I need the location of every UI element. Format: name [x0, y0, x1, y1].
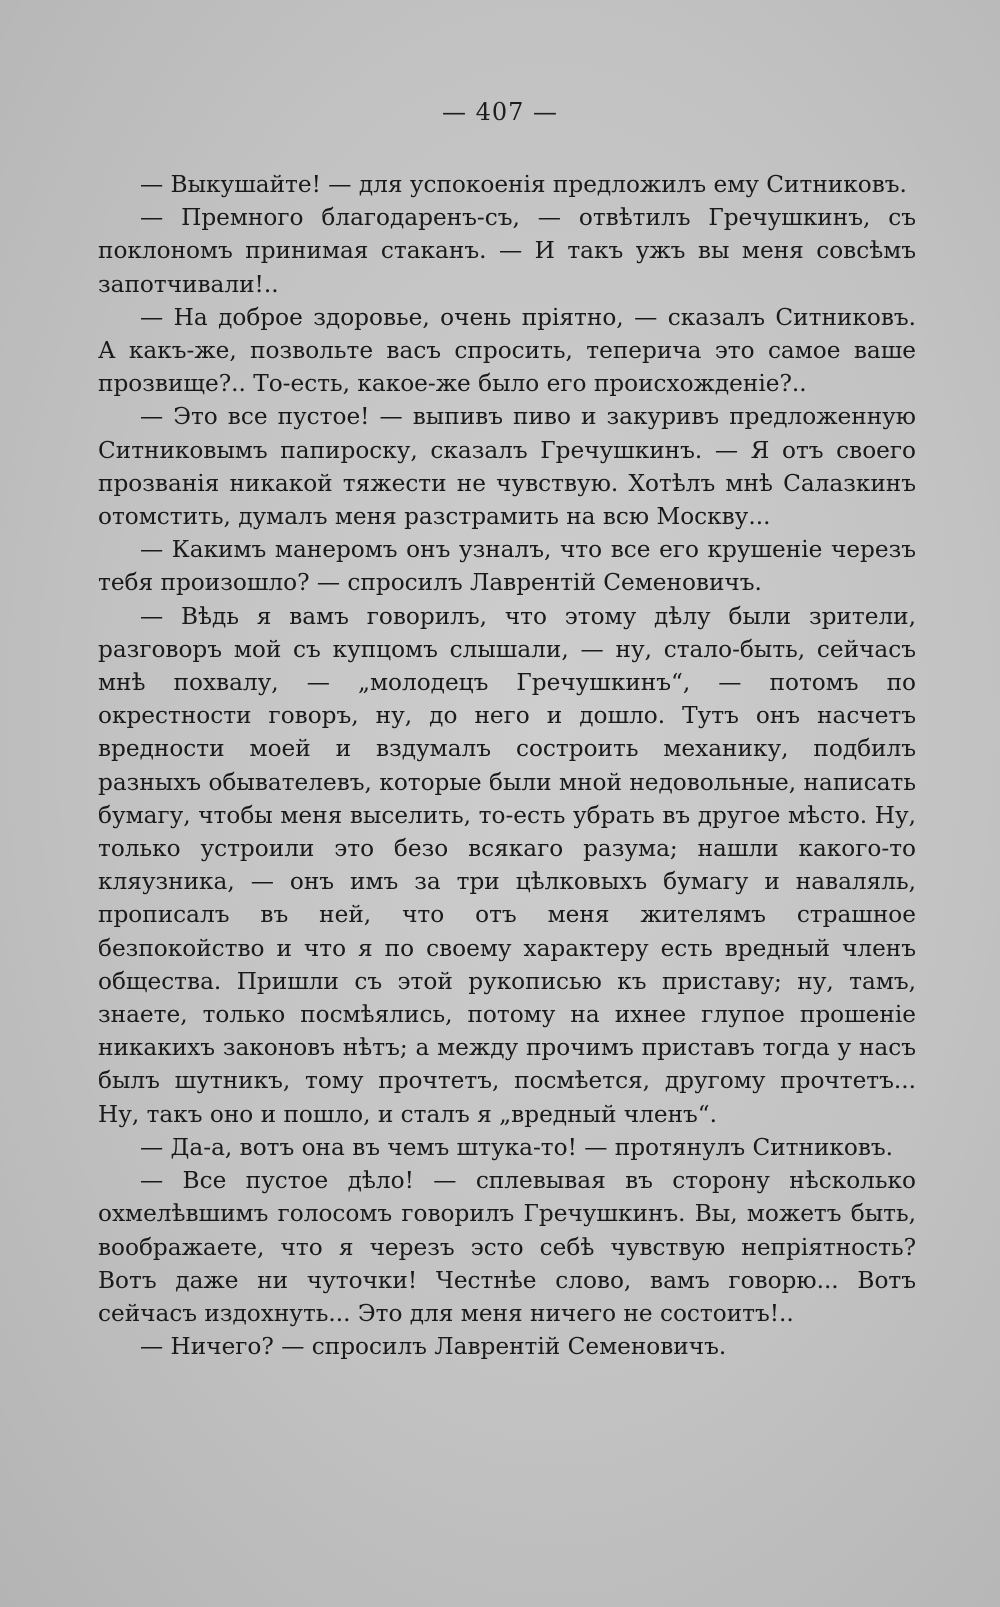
body-text: [98, 168, 916, 1363]
paragraph: — Это все пустое! — выпивъ пиво и закуривъ предложенную Ситниковымъ папироску, сказалъ Гречушкинъ. — Я отъ своего прозванія никакой тяжести не чувствую. Хотѣлъ мнѣ Салазкинъ отомстить, думалъ меня разстрамить на всю Москву...: [98, 403, 916, 531]
paragraph: — Вѣдь я вамъ говорилъ, что этому дѣлу были зрители, разговоръ мой съ купцомъ слышали, — ну, стало-быть, сейчасъ мнѣ похвалу, — „молодецъ Гречушкинъ“, — потомъ по окрестности говоръ, ну, до него и дошло. Тутъ онъ насчетъ вредности моей и вздумалъ состроить механику, подбилъ разныхъ обывателевъ, которые были мной недовольные, написать бумагу, чтобы меня выселить, то-есть убрать въ другое мѣсто. Ну, только устроили это безо всякаго разума; нашли какого-то кляузника, — онъ имъ за три цѣлковыхъ бумагу и наваляль, прописалъ въ ней, что отъ меня жителямъ страшное безпокойство и что я по своему характеру есть вредный членъ общества. Пришли съ этой рукописью къ приставу; ну, тамъ, знаете, только посмѣялись, потому на ихнее глупое прошеніе никакихъ законовъ нѣтъ; а между прочимъ приставъ тогда у насъ былъ шутникъ, тому прочтетъ, посмѣется, другому прочтетъ... Ну, такъ оно и пошло, и сталъ я „вредный членъ“.: [98, 602, 916, 1128]
page-number: — 407 —: [441, 98, 559, 126]
paragraph: — Ничего? — спросилъ Лаврентій Семеновичъ.: [140, 1333, 727, 1361]
paragraph: — На доброе здоровье, очень пріятно, — сказалъ Ситниковъ. А какъ-же, позвольте васъ спросить, теперича это самое ваше прозвище?.. То-есть, какое-же было его происхожденіе?..: [98, 303, 916, 398]
paragraph: — Выкушайте! — для успокоенія предложилъ ему Ситниковъ.: [140, 171, 907, 198]
paragraph: — Премного благодаренъ-съ, — отвѣтилъ Гречушкинъ, съ поклономъ принимая стаканъ. — И такъ ужъ вы меня совсѣмъ запотчивали!..: [98, 204, 916, 298]
paragraph: — Какимъ манеромъ онъ узналъ, что все его крушеніе черезъ тебя произошло? — спросилъ Лаврентій Семеновичъ.: [98, 536, 916, 597]
paragraph: — Все пустое дѣло! — сплевывая въ сторону нѣсколько охмелѣвшимъ голосомъ говорилъ Гречушкинъ. Вы, можетъ быть, воображаете, что я черезъ эсто себѣ чувствую непріятность? Вотъ даже ни чуточки! Честнѣе слово, вамъ говорю... Вотъ сейчасъ издохнуть... Это для меня ничего не состоитъ!..: [98, 1167, 916, 1327]
paragraph: — Да-а, вотъ она въ чемъ штука-то! — протянулъ Ситниковъ.: [140, 1133, 894, 1161]
